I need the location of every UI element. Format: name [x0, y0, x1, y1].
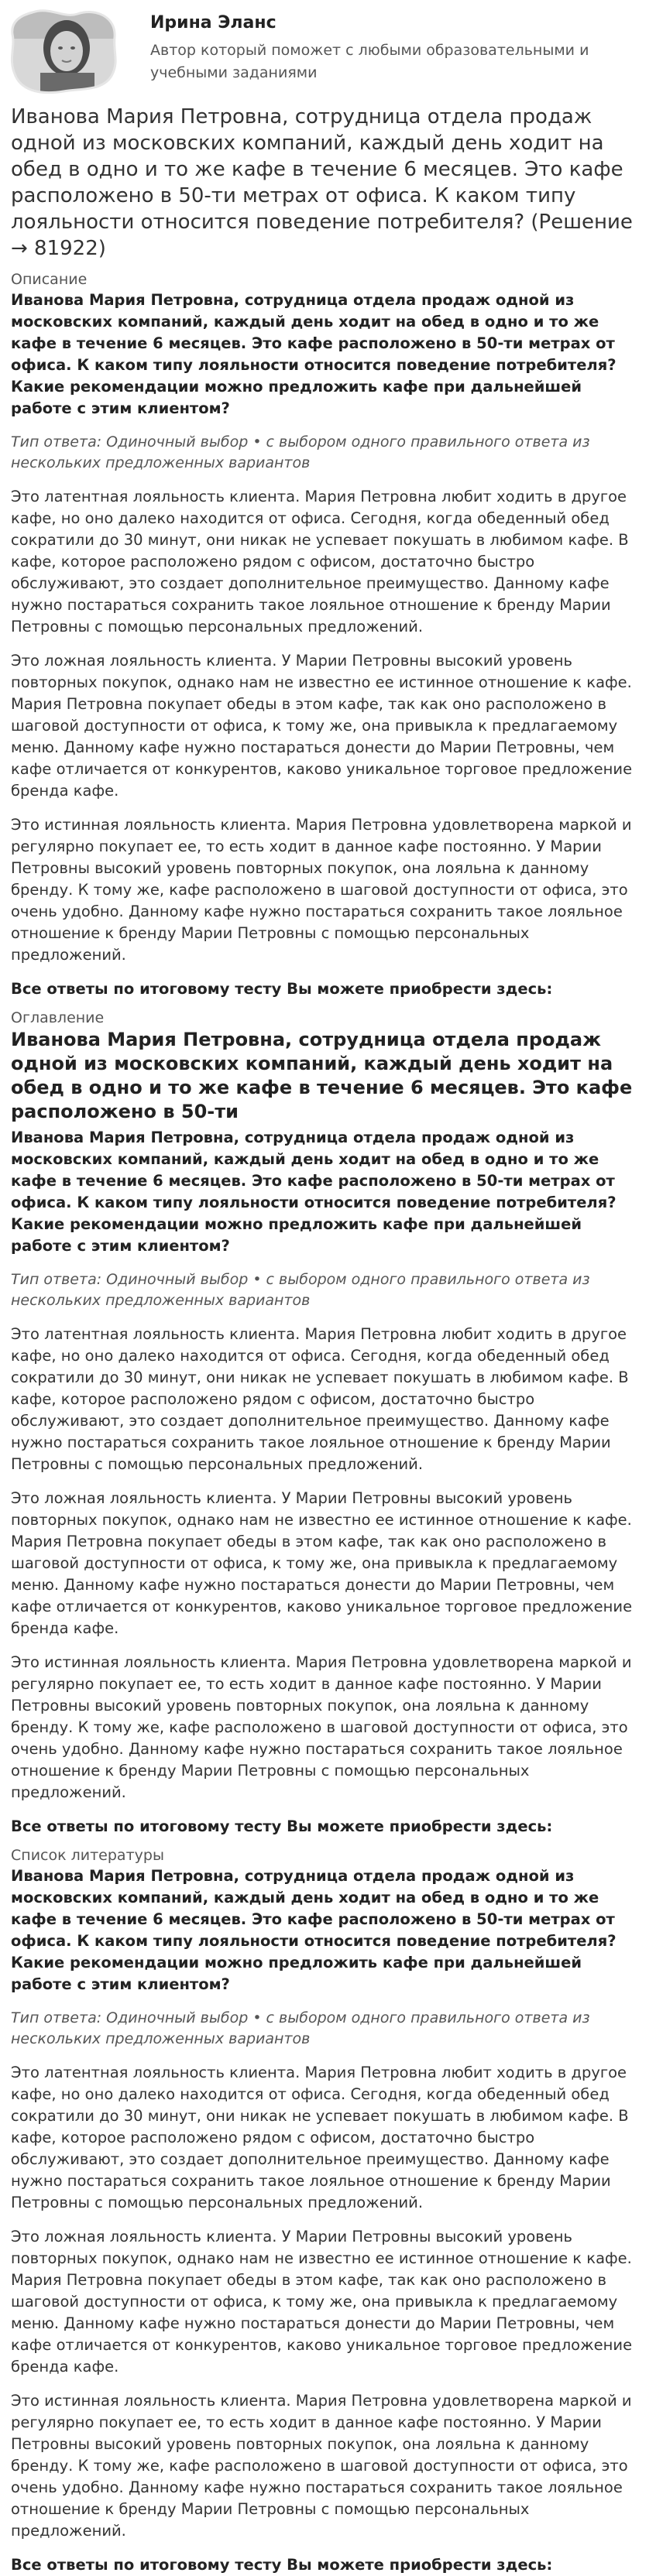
toc-section — [11, 1008, 645, 1838]
author-name[interactable]: Ирина Эланс — [150, 13, 276, 33]
bibliography-section — [11, 1845, 645, 2576]
page-title: Иванова Мария Петровна, сотрудница отдела продаж одной из московских компаний, каждый день ходит на обед в одно и то же кафе в течение 6 месяцев. Это кафе расположено в 50-ти метрах от офиса. К каком типу лояльности относится поведение потребителя? (Решение → 81922) — [11, 105, 633, 260]
description-label: Описание — [11, 271, 88, 288]
bibliography-label: Список литературы — [11, 1847, 164, 1864]
answer-option: Это латентная лояльность клиента. Мария Петровна любит ходить в другое кафе, но оно далеко находится от офиса. Сегодня, когда обеденный обед сократили до 30 минут, они никак не успевает покушать в любимом кафе. В кафе, которое расположено рядом с офисом, достаточно быстро обслуживают, это создает дополнительное преимущество. Данному кафе нужно постараться сохранить такое лояльное отношение к бренду Марии Петровны с помощью персональных предложений. — [11, 2064, 629, 2211]
description-section — [11, 269, 645, 1000]
toc-title: Иванова Мария Петровна, сотрудница отдела продаж одной из московских компаний, каждый день ходит на обед в одно и то же кафе в течение 6 месяцев. Это кафе расположено в 50-ти — [11, 1029, 633, 1122]
buy-answers-text: Все ответы по итоговому тесту Вы можете приобрести здесь: — [11, 980, 553, 998]
buy-answers-text: Все ответы по итоговому тесту Вы можете приобрести здесь: — [11, 1817, 553, 1835]
question-text: Иванова Мария Петровна, сотрудница отдела продаж одной из московских компаний, каждый день ходит на обед в одно и то же кафе в течение 6 месяцев. Это кафе расположено в 50-ти метрах от офиса. К каком типу лояльности относится поведение потребителя? Какие рекомендации можно предложить кафе при дальнейшей работе с этим клиентом? — [11, 1867, 617, 1993]
answer-type: Тип ответа: Одиночный выбор • с выбором одного правильного ответа из нескольких предложенных вариантов — [11, 433, 590, 471]
author-info — [150, 8, 645, 84]
toc-label: Оглавление — [11, 1009, 105, 1026]
answer-option: Это латентная лояльность клиента. Мария Петровна любит ходить в другое кафе, но оно далеко находится от офиса. Сегодня, когда обеденный обед сократили до 30 минут, они никак не успевает покушать в любимом кафе. В кафе, которое расположено рядом с офисом, достаточно быстро обслуживают, это создает дополнительное преимущество. Данному кафе нужно постараться сохранить такое лояльное отношение к бренду Марии Петровны с помощью персональных предложений. — [11, 488, 629, 635]
answer-option: Это ложная лояльность клиента. У Марии Петровны высокий уровень повторных покупок, однако нам не известно ее истинное отношение к кафе. Мария Петровна покупает обеды в этом кафе, так как оно расположено в шаговой доступности от офиса, к тому же, она привыкла к предлагаемому меню. Данному кафе нужно постараться донести до Марии Петровны, чем кафе отличается от конкурентов, каково уникальное торговое предложение бренда кафе. — [11, 652, 633, 800]
answer-option: Это латентная лояльность клиента. Мария Петровна любит ходить в другое кафе, но оно далеко находится от офиса. Сегодня, когда обеденный обед сократили до 30 минут, они никак не успевает покушать в любимом кафе. В кафе, которое расположено рядом с офисом, достаточно быстро обслуживают, это создает дополнительное преимущество. Данному кафе нужно постараться сохранить такое лояльное отношение к бренду Марии Петровны с помощью персональных предложений. — [11, 1325, 629, 1473]
author-card — [11, 0, 645, 104]
answer-option: Это ложная лояльность клиента. У Марии Петровны высокий уровень повторных покупок, однако нам не известно ее истинное отношение к кафе. Мария Петровна покупает обеды в этом кафе, так как оно расположено в шаговой доступности от офиса, к тому же, она привыкла к предлагаемому меню. Данному кафе нужно постараться донести до Марии Петровны, чем кафе отличается от конкурентов, каково уникальное торговое предложение бренда кафе. — [11, 1489, 633, 1637]
author-avatar[interactable] — [9, 8, 119, 94]
answer-type: Тип ответа: Одиночный выбор • с выбором одного правильного ответа из нескольких предложенных вариантов — [11, 2009, 590, 2047]
answer-option: Это ложная лояльность клиента. У Марии Петровны высокий уровень повторных покупок, однако нам не известно ее истинное отношение к кафе. Мария Петровна покупает обеды в этом кафе, так как оно расположено в шаговой доступности от офиса, к тому же, она привыкла к предлагаемому меню. Данному кафе нужно постараться донести до Марии Петровны, чем кафе отличается от конкурентов, каково уникальное торговое предложение бренда кафе. — [11, 2228, 633, 2376]
answer-option: Это истинная лояльность клиента. Мария Петровна удовлетворена маркой и регулярно покупает ее, то есть ходит в данное кафе постоянно. У Марии Петровны высокий уровень повторных покупок, она лояльна к данному бренду. К тому же, кафе расположено в шаговой доступности от офиса, это очень удобно. Данному кафе нужно постараться сохранить такое лояльное отношение к бренду Марии Петровны с помощью персональных предложений. — [11, 816, 632, 964]
answer-type: Тип ответа: Одиночный выбор • с выбором одного правильного ответа из нескольких предложенных вариантов — [11, 1271, 590, 1309]
answer-option: Это истинная лояльность клиента. Мария Петровна удовлетворена маркой и регулярно покупает ее, то есть ходит в данное кафе постоянно. У Марии Петровны высокий уровень повторных покупок, она лояльна к данному бренду. К тому же, кафе расположено в шаговой доступности от офиса, это очень удобно. Данному кафе нужно постараться сохранить такое лояльное отношение к бренду Марии Петровны с помощью персональных предложений. — [11, 2392, 632, 2540]
buy-answers-text: Все ответы по итоговому тесту Вы можете приобрести здесь: — [11, 2556, 553, 2574]
author-description: Автор который поможет с любыми образовательными и учебными заданиями — [150, 42, 589, 81]
question-text: Иванова Мария Петровна, сотрудница отдела продаж одной из московских компаний, каждый день ходит на обед в одно и то же кафе в течение 6 месяцев. Это кафе расположено в 50-ти метрах от офиса. К каком типу лояльности относится поведение потребителя? Какие рекомендации можно предложить кафе при дальнейшей работе с этим клиентом? — [11, 1129, 617, 1255]
author-avatar-photo-icon — [9, 8, 119, 94]
question-text: Иванова Мария Петровна, сотрудница отдела продаж одной из московских компаний, каждый день ходит на обед в одно и то же кафе в течение 6 месяцев. Это кафе расположено в 50-ти метрах от офиса. К каком типу лояльности относится поведение потребителя? Какие рекомендации можно предложить кафе при дальнейшей работе с этим клиентом? — [11, 291, 617, 417]
answer-option: Это истинная лояльность клиента. Мария Петровна удовлетворена маркой и регулярно покупает ее, то есть ходит в данное кафе постоянно. У Марии Петровны высокий уровень повторных покупок, она лояльна к данному бренду. К тому же, кафе расположено в шаговой доступности от офиса, это очень удобно. Данному кафе нужно постараться сохранить такое лояльное отношение к бренду Марии Петровны с помощью персональных предложений. — [11, 1653, 632, 1801]
